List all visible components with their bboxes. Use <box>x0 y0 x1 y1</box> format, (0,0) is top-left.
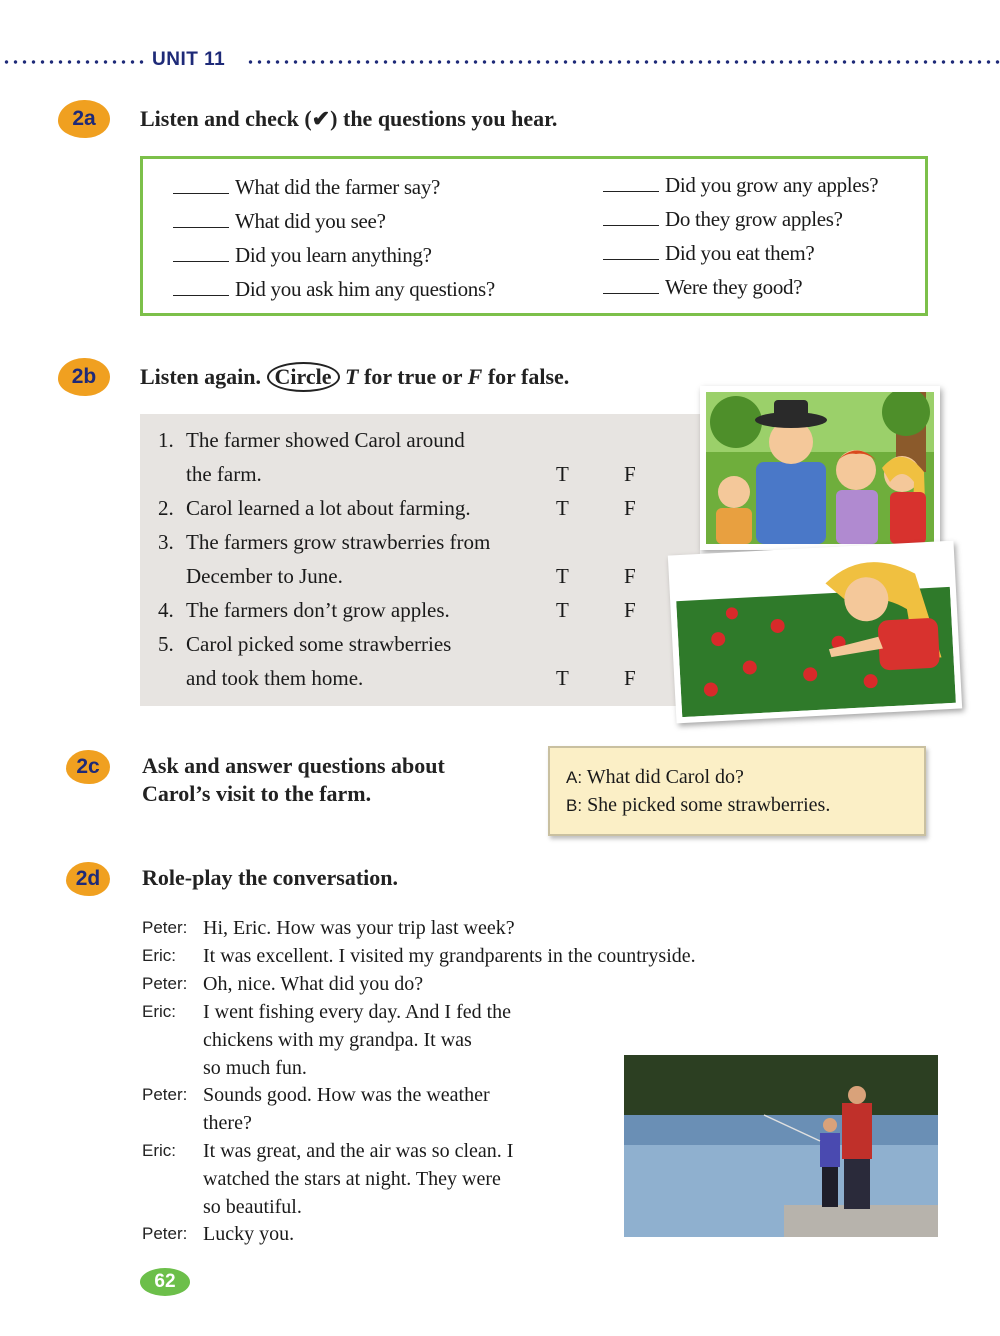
true-option[interactable]: T <box>556 666 569 690</box>
conversation-line: Sounds good. How was the weather <box>203 1084 490 1106</box>
tf-item-number: 4. <box>158 598 174 622</box>
dialogue-speaker: B: <box>566 796 583 815</box>
conversation-line: Lucky you. <box>203 1223 295 1245</box>
instruction-text: for true or <box>364 364 463 389</box>
true-option[interactable]: T <box>556 462 569 486</box>
tf-item-text: Carol learned a lot about farming. <box>186 496 471 520</box>
question-text: Do they grow apples? <box>665 207 843 231</box>
speaker-eric: Eric: <box>142 1002 176 1021</box>
tf-item-text: The farmers grow strawberries from <box>186 530 491 554</box>
dialogue-text: She picked some strawberries. <box>587 794 831 816</box>
check-blank[interactable] <box>173 227 229 228</box>
question-text: Did you eat them? <box>665 241 815 265</box>
true-option[interactable]: T <box>556 496 569 520</box>
fishing-photo <box>624 1055 938 1237</box>
farmer-children-image <box>706 392 934 544</box>
page-number: 62 <box>140 1268 190 1296</box>
dialogue-text: What did Carol do? <box>586 766 744 788</box>
instruction-2a: Listen and check (✔) the questions you hear. <box>140 106 558 131</box>
speaker-peter: Peter: <box>142 1224 188 1243</box>
tf-item-text: the farm. <box>186 462 262 486</box>
check-blank[interactable] <box>603 259 659 260</box>
question-item <box>173 175 440 200</box>
question-item <box>603 173 878 198</box>
farmer-illustration <box>700 386 940 550</box>
tf-item-number: 5. <box>158 632 174 656</box>
conversation-line: so much fun. <box>203 1057 307 1079</box>
conversation-line: Oh, nice. What did you do? <box>203 973 424 995</box>
speaker-eric: Eric: <box>142 1141 176 1160</box>
tf-item-number: 1. <box>158 428 174 452</box>
speaker-eric: Eric: <box>142 946 176 965</box>
badge-label: 2a <box>72 107 96 130</box>
question-item <box>173 209 386 234</box>
true-false-panel <box>140 414 700 706</box>
question-text: What did the farmer say? <box>235 175 441 199</box>
check-blank[interactable] <box>173 295 229 296</box>
check-blank[interactable] <box>173 261 229 262</box>
header-dots-left <box>2 60 148 64</box>
tf-item-number: 3. <box>158 530 174 554</box>
conversation-line: It was excellent. I visited my grandparents in the countryside. <box>203 945 696 967</box>
badge-label: 2d <box>75 867 101 890</box>
badge-2c <box>66 750 118 788</box>
dialogue-speaker: A: <box>566 768 583 787</box>
tf-item-number: 2. <box>158 496 174 520</box>
circle-word: Circle <box>267 362 340 392</box>
check-blank[interactable] <box>173 193 229 194</box>
badge-label: 2b <box>71 365 97 388</box>
question-text: Were they good? <box>665 275 803 299</box>
conversation-line: watched the stars at night. They were <box>203 1168 501 1190</box>
strawberry-illustration <box>668 541 962 724</box>
tf-item-text: The farmer showed Carol around <box>186 428 465 452</box>
dialogue-line <box>566 766 744 789</box>
dialogue-line <box>566 794 830 817</box>
unit-title: UNIT 11 <box>152 49 226 70</box>
tf-item-text: The farmers don’t grow apples. <box>186 598 450 622</box>
question-text: Did you grow any apples? <box>665 173 879 197</box>
tf-item-text: December to June. <box>186 564 343 588</box>
instruction-2b <box>140 362 569 392</box>
question-item <box>603 207 843 232</box>
fishing-image <box>624 1055 938 1237</box>
speaker-peter: Peter: <box>142 918 188 937</box>
badge-2d <box>66 862 118 900</box>
conversation-line: Hi, Eric. How was your trip last week? <box>203 917 515 939</box>
badge-label: 2c <box>76 755 100 778</box>
false-option[interactable]: F <box>624 564 636 588</box>
false-option[interactable]: F <box>624 496 636 520</box>
unit-header <box>0 48 1000 74</box>
instruction-2c-line2: Carol’s visit to the farm. <box>142 781 372 806</box>
check-blank[interactable] <box>603 293 659 294</box>
conversation-line: I went fishing every day. And I fed the <box>203 1001 512 1023</box>
header-dots-right <box>246 60 1000 64</box>
question-item <box>173 277 495 302</box>
true-option[interactable]: T <box>556 564 569 588</box>
check-blank[interactable] <box>603 225 659 226</box>
false-option[interactable]: F <box>624 462 636 486</box>
instruction-2c-line1: Ask and answer questions about <box>142 753 445 778</box>
instruction-2d: Role-play the conversation. <box>142 865 399 890</box>
question-item <box>603 275 802 300</box>
instruction-f: F <box>467 364 483 389</box>
instruction-text: Listen again. <box>140 364 262 389</box>
question-box-2a <box>140 156 928 316</box>
false-option[interactable]: F <box>624 598 636 622</box>
tf-item-text: and took them home. <box>186 666 364 690</box>
instruction-text: for false. <box>487 364 570 389</box>
true-option[interactable]: T <box>556 598 569 622</box>
strawberry-picking-image <box>674 547 956 717</box>
conversation-line: chickens with my grandpa. It was <box>203 1029 472 1051</box>
question-text: Did you ask him any questions? <box>235 277 495 301</box>
speaker-peter: Peter: <box>142 1085 188 1104</box>
badge-2b <box>58 358 110 396</box>
instruction-t: T <box>345 364 359 389</box>
question-item <box>173 243 432 268</box>
example-dialogue-box <box>548 746 926 836</box>
conversation-line: there? <box>203 1112 252 1134</box>
tf-item-text: Carol picked some strawberries <box>186 632 452 656</box>
check-blank[interactable] <box>603 191 659 192</box>
conversation-line: so beautiful. <box>203 1196 302 1218</box>
question-item <box>603 241 814 266</box>
badge-2a <box>58 100 110 138</box>
question-text: Did you learn anything? <box>235 243 432 267</box>
conversation-line: It was great, and the air was so clean. I <box>203 1140 514 1162</box>
speaker-peter: Peter: <box>142 974 188 993</box>
question-text: What did you see? <box>235 209 386 233</box>
false-option[interactable]: F <box>624 666 636 690</box>
